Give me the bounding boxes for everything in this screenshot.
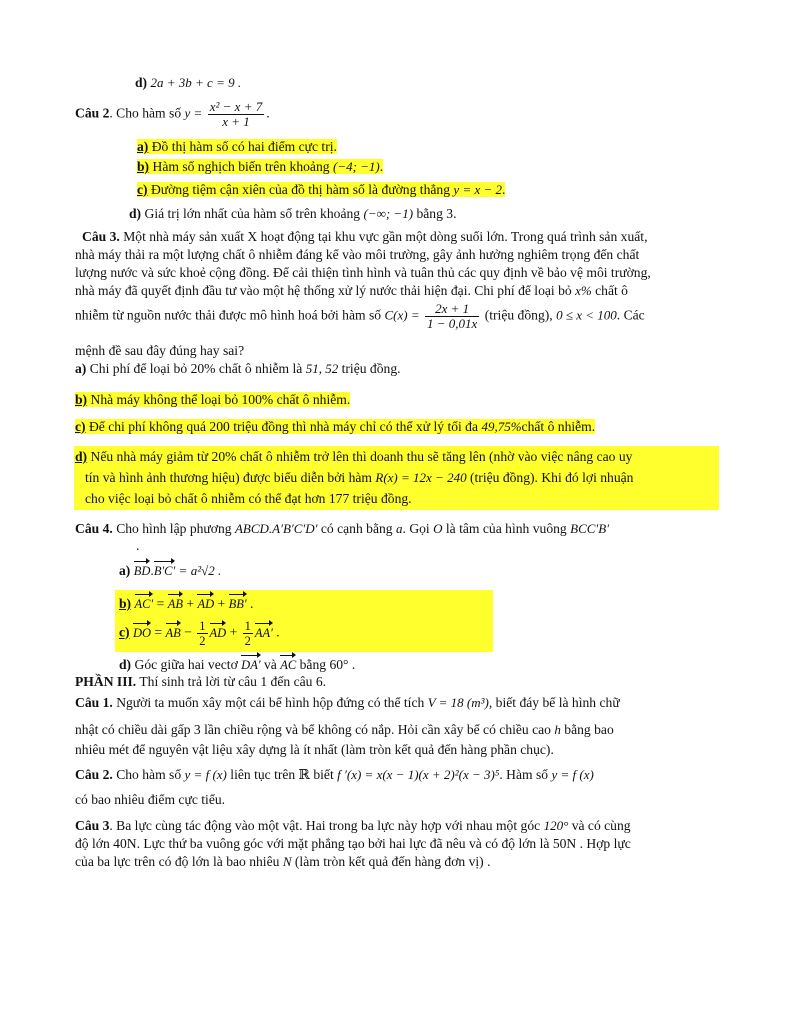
option-text: Để chi phí không quá 200 triệu đồng thì nhà máy chỉ có thể xử lý tối đa (88, 419, 479, 434)
q4-option-b: b) AC′ = AB + AD + BB′ . (119, 596, 254, 611)
vector: AC′ (134, 597, 154, 611)
option-interval: (−4; −1) (332, 159, 380, 174)
vector: AA′ (254, 625, 273, 640)
option-text: Đồ thị hàm số có hai điểm cực trị. (151, 139, 337, 154)
option-text: bằng 60° . (299, 657, 356, 672)
vector: AC (280, 658, 297, 672)
q3-option-c (75, 418, 595, 436)
q4-stem (75, 520, 609, 538)
option-text: Hàm số nghịch biến trên khoảng (152, 159, 330, 174)
option-text: Giá trị lớn nhất của hàm số trên khoảng (144, 206, 361, 221)
option-label: d) (135, 75, 148, 90)
option-label: b) (137, 159, 150, 174)
option-tail: bằng 3. (416, 206, 457, 221)
question-label: Câu 2. (75, 767, 113, 782)
func-fraction (208, 100, 264, 129)
option-interval: (−∞; −1) (363, 206, 414, 221)
option-label: c) (119, 624, 130, 640)
question-text: và có cùng (571, 818, 631, 833)
question-text: Cho hình lập phương (116, 521, 232, 536)
fraction-denominator: 2 (199, 634, 206, 648)
func-denominator: x + 1 (222, 114, 250, 129)
paragraph-text: . Các (616, 307, 645, 323)
question-text: . Gọi (402, 521, 430, 536)
q3-line-2: nhà máy thải ra một lượng chất ô nhiễm đáng kể vào môi trường, gây ảnh hưởng nghiêm trọng đến chất (75, 247, 640, 262)
question-text: Cho hàm số (116, 767, 182, 782)
question-label: Câu 3. (82, 229, 120, 244)
p3-q2-line-1 (75, 766, 594, 784)
vector: B′C′ (153, 564, 176, 578)
p3-q1-line-1 (75, 694, 620, 712)
option-label: d) (119, 657, 132, 672)
edge-var: a (396, 521, 403, 536)
q3-line-6: mệnh đề sau đây đúng hay sai? (75, 343, 245, 358)
p3-q3-line-3 (75, 853, 490, 871)
question-text: bằng bao (564, 722, 614, 737)
question-label: Câu 2 (75, 105, 110, 121)
q4-option-a: a) BD.B′C′ = a²√2 . (119, 563, 222, 578)
paragraph-text: nhà máy đã quyết định đầu tư vào một hệ thống xử lý nước thải hiện đại. Chi phí để loại bỏ (75, 283, 572, 298)
question-text: , biết đáy bể là hình chữ (488, 695, 620, 710)
question-text: (làm tròn kết quả đến hàng đơn vị) . (294, 854, 491, 869)
option-text: và (263, 657, 277, 672)
p3-q3-line-1 (75, 817, 631, 835)
option-rhs: = a²√2 . (178, 563, 222, 578)
option-text: Góc giữa hai vectơ (134, 657, 238, 672)
question-text: . Hàm số (499, 767, 549, 782)
func-lhs: C(x) = (384, 307, 420, 323)
option-label: a) (75, 361, 87, 376)
question-intro: . Cho hàm số (109, 105, 182, 121)
q4-option-c: c) DO = AB − $\frac{1}{2}$ AD + $\frac{1}{2}$ AA′ . (119, 619, 280, 648)
q3-option-d-line-2 (85, 469, 633, 487)
question-label: Câu 4. (75, 521, 113, 536)
paragraph-text: chất ô (595, 283, 628, 298)
p3-q2-line-2: có bao nhiêu điểm cực tiểu. (75, 792, 226, 807)
square-name: BCC′B′ (570, 521, 610, 536)
center-var: O (433, 521, 443, 536)
p3-q3-line-2: độ lớn 40N. Lực thứ ba vuông góc với mặt phẳng tạo bởi hai lực đã nêu và có độ lớn là 50N . Hợp lực (75, 836, 631, 851)
p3-q1-line-2 (75, 721, 614, 739)
vector: AB (167, 597, 183, 611)
height-var: h (554, 722, 561, 737)
question-text: có cạnh bằng (320, 521, 393, 536)
q3-option-d-line-1 (75, 448, 632, 466)
question-text: liên tục trên (230, 767, 296, 782)
func-fraction (425, 302, 479, 331)
vector: DA′ (241, 658, 261, 672)
vector: AB (165, 625, 181, 640)
angle-value: 120° (543, 818, 569, 833)
q2-option-c: c) Đường tiệm cận xiên của đồ thị hàm số là đường thẳng y = x − 2. (137, 182, 506, 197)
vector: DO (132, 625, 152, 640)
question-text: biết (313, 767, 334, 782)
q3-option-a (75, 360, 401, 378)
question-label: Câu 1. (75, 695, 113, 710)
section-title: PHẦN III. (75, 674, 137, 689)
option-label: c) (75, 419, 86, 434)
section-instructions: Thí sinh trả lời từ câu 1 đến câu 6. (139, 674, 327, 689)
question-label: Câu 3 (75, 818, 110, 833)
percent-var: x% (575, 283, 592, 298)
option-text: chất ô nhiễm. (521, 419, 596, 434)
vector: AD (197, 597, 215, 611)
option-label: c) (137, 182, 148, 197)
fraction-numerator: 1 (244, 619, 251, 633)
option-value: 20% (190, 361, 216, 376)
option-value: 51, 52 (305, 361, 339, 376)
option-label: b) (75, 392, 88, 407)
vector: BB′ (228, 597, 247, 611)
option-expr: y = x − 2 (453, 182, 503, 197)
half-fraction (197, 619, 207, 648)
question-text: nhật có chiều dài gấp 3 lần chiều rộng và bể không có nắp. Hỏi cần xây bể có chiều cao (75, 722, 551, 737)
func-domain: 0 ≤ x < 100 (556, 307, 617, 323)
reals-symbol: ℝ (298, 767, 310, 782)
func-numerator: 2x + 1 (425, 302, 479, 317)
option-label: d) (75, 449, 88, 464)
q2-option-b: b) Hàm số nghịch biến trên khoảng (−4; −1). (137, 159, 384, 174)
unit-var: N (282, 854, 292, 869)
q4-stem-dot: . (136, 538, 140, 553)
func-numerator: x² − x + 7 (209, 99, 263, 114)
q2-option-a (137, 138, 337, 156)
q4-option-d (119, 656, 355, 674)
q3-line-4 (75, 282, 628, 300)
option-text: triệu đồng. (341, 361, 401, 376)
q3-option-b (75, 391, 350, 409)
half-fraction (243, 619, 253, 648)
option-text: Nhà máy không thể loại bỏ 100% chất ô nhiễm. (90, 392, 351, 407)
option-text: tín và hình ảnh thương hiệu) được biểu diễn bởi hàm (85, 470, 372, 485)
func-expr: y = f (x) (551, 767, 594, 782)
option-value: 49,75% (481, 419, 522, 434)
paragraph-text: (triệu đồng), (484, 307, 553, 323)
volume-expr: V = 18 (m³) (427, 695, 489, 710)
option-text: Chi phí để loại bỏ (89, 361, 188, 376)
derivative-expr: f ′(x) = x(x − 1)(x + 2)²(x − 3)⁵ (337, 767, 500, 782)
option-label: b) (119, 596, 132, 611)
question-text: của ba lực trên có độ lớn là bao nhiêu (75, 854, 280, 869)
option-label: a) (137, 139, 149, 154)
option-text: Đường tiệm cận xiên của đồ thị hàm số là đường thẳng (150, 182, 451, 197)
p3-q1-line-3: nhiêu mét để nguyên vật liệu xây dựng là ít nhất (làm tròn kết quả đến hàng phần chục). (75, 742, 554, 757)
func-lhs: y = (184, 105, 203, 121)
option-text: chất ô nhiễm là (218, 361, 303, 376)
option-label: a) (119, 563, 131, 578)
q3-option-d-line-3: cho việc loại bỏ chất ô nhiễm có thể đạt hơn 177 triệu đồng. (85, 491, 412, 506)
q3-line-5 (75, 302, 645, 331)
q1-option-d (135, 74, 241, 92)
fraction-denominator: 2 (244, 634, 251, 648)
option-label: d) (129, 206, 142, 221)
option-text: (triệu đồng). Khi đó lợi nhuận (469, 470, 634, 485)
part3-heading (75, 673, 326, 691)
question-text: là tâm của hình vuông (445, 521, 567, 536)
q3-line-1 (82, 228, 647, 246)
option-expr: 2a + 3b + c = 9 . (150, 75, 242, 90)
paragraph-text: Một nhà máy sản xuất X hoạt động tại khu vực gần một dòng suối lớn. Trong quá trình sản xuất, (123, 229, 648, 244)
paragraph-text: nhiễm từ nguồn nước thải được mô hình hoá bởi hàm số (75, 307, 382, 323)
option-text: Nếu nhà máy giảm từ (90, 449, 209, 464)
option-func: R(x) = 12x − 240 (375, 470, 467, 485)
func-expr: y = f (x) (184, 767, 227, 782)
question-text: . Ba lực cùng tác động vào một vật. Hai trong ba lực này hợp với nhau một góc (109, 818, 541, 833)
fraction-numerator: 1 (199, 619, 206, 633)
vector: AD (209, 625, 227, 640)
q2-option-d (129, 205, 456, 223)
q3-line-3: lượng nước và sức khoẻ cộng đồng. Để cải thiện tình hình và tuân thủ các quy định về bảo vệ môi trường, (75, 265, 651, 280)
question-text: Người ta muốn xây một cái bể hình hộp đứng có thể tích (116, 695, 425, 710)
vector: BD (133, 564, 151, 578)
cube-name: ABCD.A′B′C′D′ (234, 521, 318, 536)
option-value: 20% (211, 449, 237, 464)
option-text: chất ô nhiễm trở lên thì doanh thu sẽ tăng lên (nhờ vào việc nâng cao uy (239, 449, 633, 464)
q2-stem: Câu 2. Cho hàm số y = $\frac{\text{x² − x + 7}}{x + 1}$ . (75, 99, 270, 129)
func-denominator: 1 − 0,01x (427, 316, 478, 331)
